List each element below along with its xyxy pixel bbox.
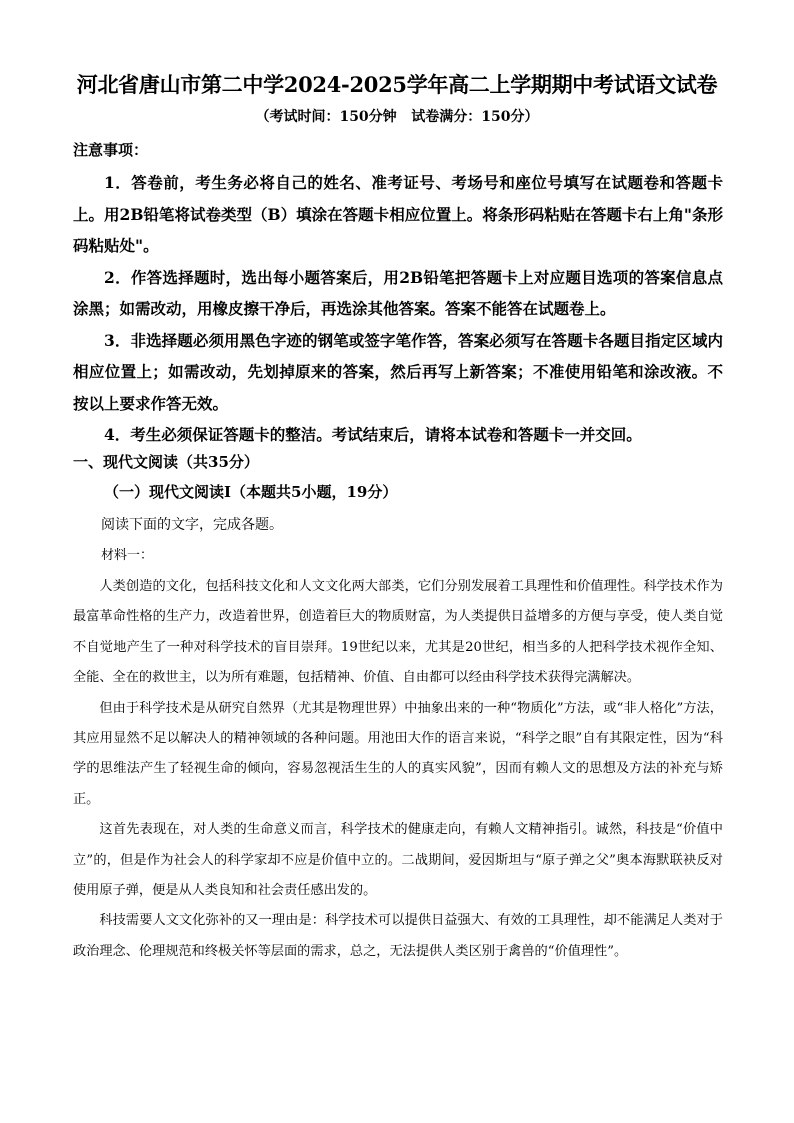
section-heading: 一、现代文阅读（共35分） <box>73 453 259 471</box>
material-label: 材料一： <box>101 548 154 563</box>
exam-time-and-score: （考试时间：150分钟 试卷满分：150分） <box>255 109 539 125</box>
exam-title: 河北省唐山市第二中学2024-2025学年高二上学期期中考试语文试卷 <box>76 72 718 97</box>
reading-instruction: 阅读下面的文字，完成各题。 <box>101 517 283 533</box>
subsection-heading: （一）现代文阅读Ⅰ（本题共5小题，19分） <box>104 483 398 501</box>
material-paragraph: 人类创造的文化，包括科技文化和人文文化两大部类，它们分别发展着工具理性和价值理性。科学技术作为最富革命性格的生产力，改造着世界，创造着巨大的物质财富，为人类提供日益增多的方便与享受，使人类自觉不自觉地产生了一种对科学技术的盲目崇拜。19世纪以来，尤其是20世纪，相当多的人把科学技术视作全知、全能、全在的救世主，以为所有难题，包括精神、价值、自由都可以经由科学技术获得完满解决。 <box>73 579 723 686</box>
material-paragraph: 但由于科学技术是从研究自然界（尤其是物理世界）中抽象出来的一种“物质化”方法，或“非人格化”方法，其应用显然不足以解决人的精神领域的各种问题。用池田大作的语言来说，“科学之眼”自有其限定性，因为“科学的思维法产生了轻视生命的倾向，容易忽视活生生的人的真实风貌”，因而有赖人文的思想及方法的补充与矫正。 <box>73 700 723 807</box>
notice-list <box>73 167 723 451</box>
notice-heading: 注意事项： <box>73 141 149 159</box>
notice-item: 2．作答选择题时，选出每小题答案后，用2B铅笔把答题卡上对应题目选项的答案信息点涂黑；如需改动，用橡皮擦干净后，再选涂其他答案。答案不能答在试题卷上。 <box>73 267 723 318</box>
material-text <box>73 572 723 967</box>
material-paragraph: 这首先表现在，对人类的生命意义而言，科学技术的健康走向，有赖人文精神指引。诚然，科技是“价值中立”的，但是作为社会人的科学家却不应是价值中立的。二战期间，爱因斯坦与“原子弹之父”奥本海默联袂反对使用原子弹，便是从人类良知和社会责任感出发的。 <box>73 822 723 899</box>
notice-item: 4．考生必须保证答题卡的整洁。考试结束后，请将本试卷和答题卡一并交回。 <box>104 425 642 444</box>
notice-item: 3．非选择题必须用黑色字迹的钢笔或签字笔作答，答案必须写在答题卡各题目指定区域内相应位置上；如需改动，先划掉原来的答案，然后再写上新答案；不准使用铅笔和涂改液。不按以上要求作答无效。 <box>73 330 723 413</box>
material-paragraph: 科技需要人文文化弥补的又一理由是：科学技术可以提供日益强大、有效的工具理性，却不能满足人类对于政治理念、伦理规范和终极关怀等层面的需求，总之，无法提供人类区别于禽兽的“价值理性”。 <box>73 913 723 959</box>
notice-item: 1．答卷前，考生务必将自己的姓名、准考证号、考场号和座位号填写在试题卷和答题卡上。用2B铅笔将试卷类型（B）填涂在答题卡相应位置上。将条形码粘贴在答题卡右上角"条形码粘贴处"。 <box>73 173 723 255</box>
